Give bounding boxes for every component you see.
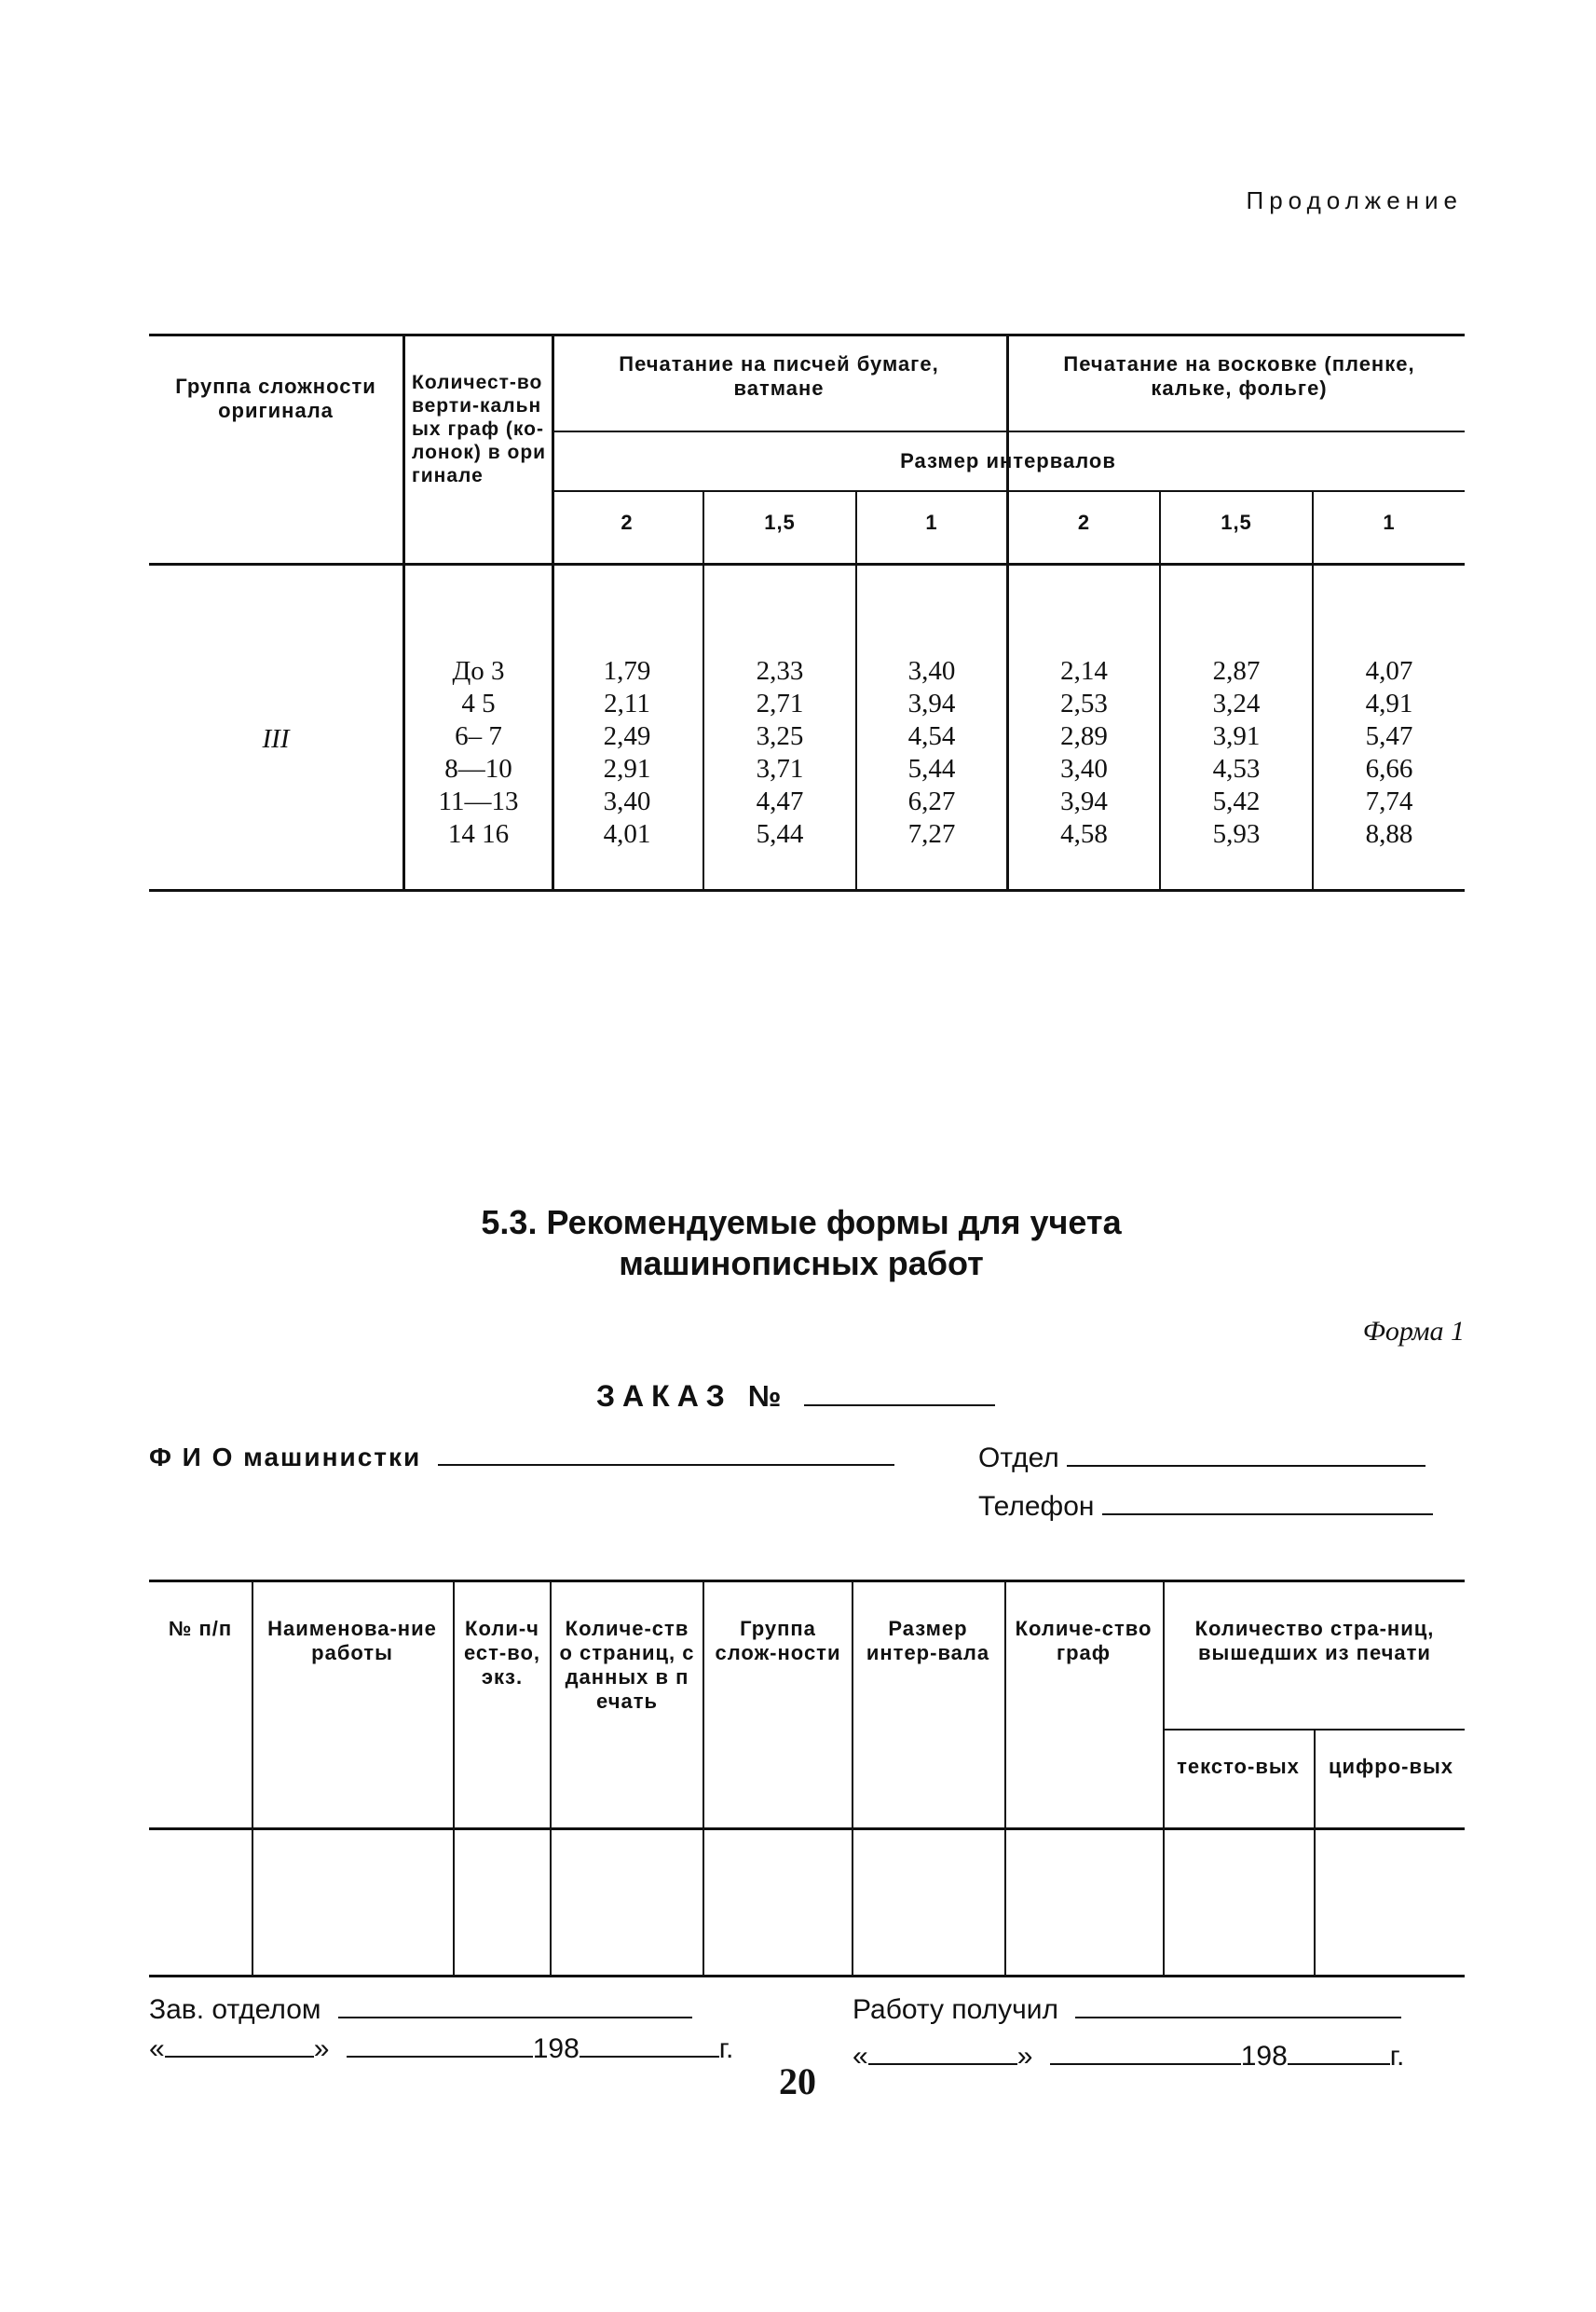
page-number: 20 <box>779 2060 816 2102</box>
head-of-dept-label: Зав. отделом <box>149 1994 321 2025</box>
header-digital-pages: цифро-вых <box>1328 1755 1454 1778</box>
day-blank[interactable] <box>165 2056 314 2058</box>
columns-count-list <box>405 655 552 851</box>
year-suffix: г. <box>718 2033 734 2064</box>
header-graphs: Количе-ство граф <box>1015 1617 1153 1664</box>
header-wax: Печатание на восковке (пленке, кальке, фольге) <box>1063 352 1415 400</box>
header-bottom-rule <box>149 563 1465 566</box>
column-divider <box>453 1580 455 1977</box>
department-line <box>978 1443 1425 1474</box>
cell-value: 7,27 <box>907 819 956 849</box>
cell-value: 2,87 <box>1212 656 1261 686</box>
cell-value: 5,47 <box>1365 721 1413 751</box>
table-bottom-rule <box>149 1975 1465 1977</box>
cell-value: 5,44 <box>756 819 804 849</box>
values-col-wax-1-5 <box>1161 655 1312 851</box>
section-heading <box>317 1202 1286 1284</box>
received-by-blank[interactable] <box>1075 2017 1401 2018</box>
cell-value: 5,93 <box>1212 819 1261 849</box>
year-prefix: 198 <box>532 2033 580 2064</box>
cell-value: 6,27 <box>907 787 956 816</box>
cell-value: 3,24 <box>1212 689 1261 718</box>
order-line <box>596 1379 995 1414</box>
cell-value: 3,94 <box>907 689 956 718</box>
header-bottom-rule <box>149 1827 1465 1830</box>
table-top-rule <box>149 334 1465 336</box>
head-of-dept-line <box>149 1994 692 2026</box>
values-col-paper-1-5 <box>704 655 855 851</box>
table-bottom-rule <box>149 889 1465 892</box>
department-blank[interactable] <box>1067 1465 1425 1467</box>
interval-header: 1,5 <box>1221 511 1252 534</box>
order-number-blank[interactable] <box>804 1404 995 1406</box>
column-divider <box>550 1580 552 1977</box>
table-top-rule <box>149 1580 1465 1582</box>
cell-value: 4,53 <box>1212 754 1261 784</box>
continuation-label: Продолжение <box>1246 186 1463 214</box>
year-blank[interactable] <box>1288 2063 1390 2065</box>
interval-header: 1,5 <box>764 511 796 534</box>
close-quote: » <box>313 2033 330 2064</box>
column-divider <box>852 1580 853 1977</box>
interval-header: 2 <box>621 511 634 534</box>
cell-value: 2,71 <box>756 689 804 718</box>
values-col-paper-1 <box>857 655 1006 851</box>
values-col-wax-2 <box>1009 655 1159 851</box>
row-columns: 4 5 <box>461 689 496 718</box>
header-num: № п/п <box>168 1617 233 1640</box>
received-by-label: Работу получил <box>853 1994 1058 2025</box>
row-columns: 8—10 <box>444 754 512 784</box>
cell-value: 3,94 <box>1060 787 1108 816</box>
row-columns: 11—13 <box>438 787 519 816</box>
open-quote: « <box>853 2041 868 2072</box>
cell-value: 1,79 <box>603 656 651 686</box>
cell-value: 8,88 <box>1365 819 1413 849</box>
cell-value: 3,25 <box>756 721 804 751</box>
interval-header: 1 <box>1383 511 1396 534</box>
group-value: III <box>262 724 290 754</box>
close-quote: » <box>1016 2041 1033 2072</box>
phone-line <box>978 1491 1433 1523</box>
header-columns-count: Количест-во верти-кальных граф (ко-лонок) в оригинале <box>412 372 547 486</box>
department-label: Отдел <box>978 1443 1059 1473</box>
header-group: Группа сложности оригинала <box>175 375 376 422</box>
values-col-paper-2 <box>552 655 703 851</box>
received-by-line <box>853 1994 1401 2026</box>
cell-value: 2,89 <box>1060 721 1108 751</box>
form-label: Форма 1 <box>1362 1316 1465 1347</box>
header-pages-sent: Количе-ство страниц, сданных в печать <box>559 1617 695 1713</box>
cell-value: 3,40 <box>1060 754 1108 784</box>
column-divider <box>1163 1580 1165 1977</box>
order-label: ЗАКАЗ № <box>596 1379 789 1413</box>
column-divider <box>1314 1729 1316 1977</box>
phone-blank[interactable] <box>1102 1513 1433 1515</box>
cell-value: 4,54 <box>907 721 956 751</box>
values-col-wax-1 <box>1314 655 1465 851</box>
phone-label: Телефон <box>978 1491 1095 1522</box>
cell-value: 2,33 <box>756 656 804 686</box>
cell-value: 4,91 <box>1365 689 1413 718</box>
header-paper: Печатание на писчей бумаге, ватмане <box>619 352 939 400</box>
cell-value: 2,11 <box>604 689 650 718</box>
head-of-dept-blank[interactable] <box>338 2017 692 2018</box>
cell-value: 6,66 <box>1365 754 1413 784</box>
cell-value: 7,74 <box>1365 787 1413 816</box>
cell-value: 3,71 <box>756 754 804 784</box>
row-columns: 6– 7 <box>455 721 502 751</box>
month-blank[interactable] <box>347 2056 533 2058</box>
typist-name-blank[interactable] <box>438 1464 894 1466</box>
year-blank[interactable] <box>580 2056 719 2058</box>
coefficients-table <box>149 334 1465 893</box>
typist-name-line <box>149 1443 894 1472</box>
column-divider <box>703 1580 704 1977</box>
header-complexity: Группа слож-ности <box>715 1617 841 1664</box>
section-heading-line: 5.3. Рекомендуемые формы для учета <box>481 1203 1122 1241</box>
month-blank[interactable] <box>1050 2063 1241 2065</box>
header-name: Наименова-ние работы <box>267 1617 437 1664</box>
cell-value: 4,01 <box>603 819 651 849</box>
cell-value: 5,42 <box>1212 787 1261 816</box>
cell-value: 5,44 <box>907 754 956 784</box>
cell-value: 3,40 <box>907 656 956 686</box>
interval-header: 2 <box>1077 511 1091 534</box>
row-columns: До 3 <box>452 656 505 686</box>
cell-value: 2,14 <box>1060 656 1108 686</box>
day-blank[interactable] <box>868 2063 1017 2065</box>
cell-value: 2,49 <box>603 721 651 751</box>
cell-value: 2,53 <box>1060 689 1108 718</box>
section-heading-line: машинописных работ <box>619 1244 984 1282</box>
header-interval-size: Размер интервалов <box>900 449 1116 472</box>
row-columns: 14 16 <box>447 819 510 849</box>
typist-name-label: Ф И О машинистки <box>149 1443 422 1471</box>
received-date-line <box>853 2041 1404 2073</box>
year-suffix: г. <box>1389 2041 1405 2072</box>
cell-value: 3,91 <box>1212 721 1261 751</box>
cell-value: 4,58 <box>1060 819 1108 849</box>
year-prefix: 198 <box>1240 2041 1288 2072</box>
column-divider <box>252 1580 253 1977</box>
header-copies: Коли-чест-во, экз. <box>463 1617 541 1689</box>
header-interval: Размер интер-вала <box>866 1617 990 1664</box>
open-quote: « <box>149 2033 165 2064</box>
cell-value: 4,07 <box>1365 656 1413 686</box>
header-pages-out: Количество стра-ниц, вышедших из печати <box>1194 1617 1435 1664</box>
head-date-line <box>149 2033 733 2065</box>
order-form-table <box>149 1580 1465 1980</box>
column-divider <box>1004 1580 1006 1977</box>
cell-value: 4,47 <box>756 787 804 816</box>
cell-value: 3,40 <box>603 787 651 816</box>
header-text-pages: тексто-вых <box>1177 1755 1300 1778</box>
cell-value: 2,91 <box>603 754 651 784</box>
interval-header: 1 <box>925 511 938 534</box>
